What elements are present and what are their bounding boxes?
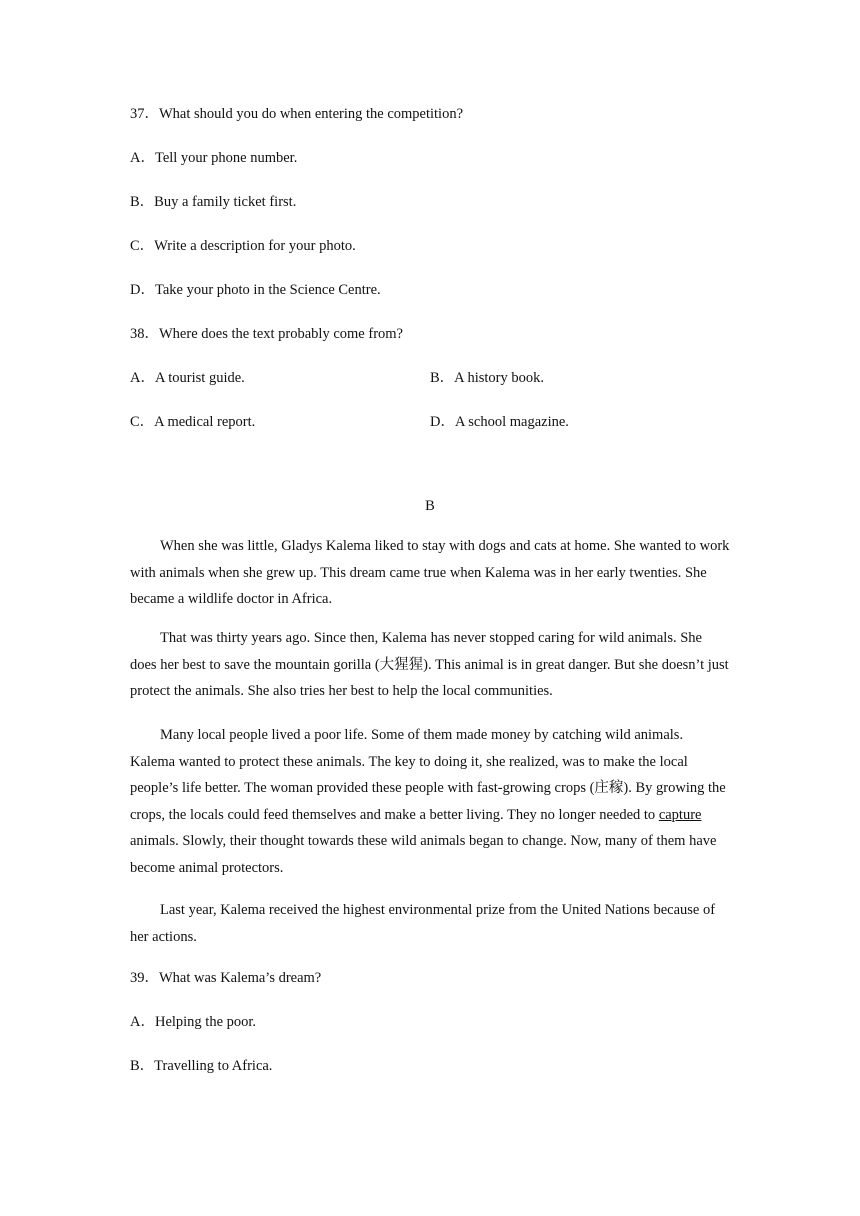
passage-paragraph-3-text-end: animals. Slowly, their thought towards these wild animals began to change. Now, many of them have become animal protectors. — [130, 833, 717, 876]
question-39-option-b: B．Travelling to Africa. — [130, 1058, 273, 1074]
question-37-option-d: D．Take your photo in the Science Centre. — [130, 282, 381, 298]
passage-paragraph-1: When she was little, Gladys Kalema liked to stay with dogs and cats at home. She wanted to work with animals when she grew up. This dream came true when Kalema was in her early twenties. She became a wildlife doctor in Africa. — [130, 538, 730, 607]
question-38-option-d: D．A school magazine. — [430, 414, 569, 430]
question-39-stem: 39．What was Kalema’s dream? — [130, 970, 322, 986]
question-37-option-a: A．Tell your phone number. — [130, 150, 298, 166]
question-37-option-b: B．Buy a family ticket first. — [130, 194, 297, 210]
underlined-word-capture: capture — [658, 806, 702, 823]
question-39-option-a: A．Helping the poor. — [130, 1014, 257, 1030]
passage-paragraph-2: That was thirty years ago. Since then, Kalema has never stopped caring for wild animals. She does her best to save the mountain gorilla (大猩猩). This animal is in great danger. But she doesn’t just protect the animals. She also tries her best to help the local communities. — [130, 630, 729, 699]
question-38-option-b: B．A history book. — [430, 370, 544, 386]
passage-paragraph-4: Last year, Kalema received the highest environmental prize from the United Nations because of her actions. — [130, 902, 716, 945]
question-38-stem: 38．Where does the text probably come from? — [130, 326, 403, 342]
section-label: B — [425, 498, 435, 514]
question-37-stem: 37．What should you do when entering the competition? — [130, 106, 464, 122]
question-37-option-c: C．Write a description for your photo. — [130, 238, 356, 254]
question-38-option-c: C．A medical report. — [130, 414, 256, 430]
question-38-option-a: A．A tourist guide. — [130, 370, 245, 386]
passage-paragraph-3 — [130, 722, 730, 881]
passage-paragraph-3-text-start: Many local people lived a poor life. Some of them made money by catching wild animals. Kalema wanted to protect these animals. The key to doing it, she realized, was to make the local people’s life better. The woman provided these people with fast-growing crops (庄稼). By growing the crops, the locals could feed themselves and make a better living. They no longer needed to — [130, 727, 726, 823]
